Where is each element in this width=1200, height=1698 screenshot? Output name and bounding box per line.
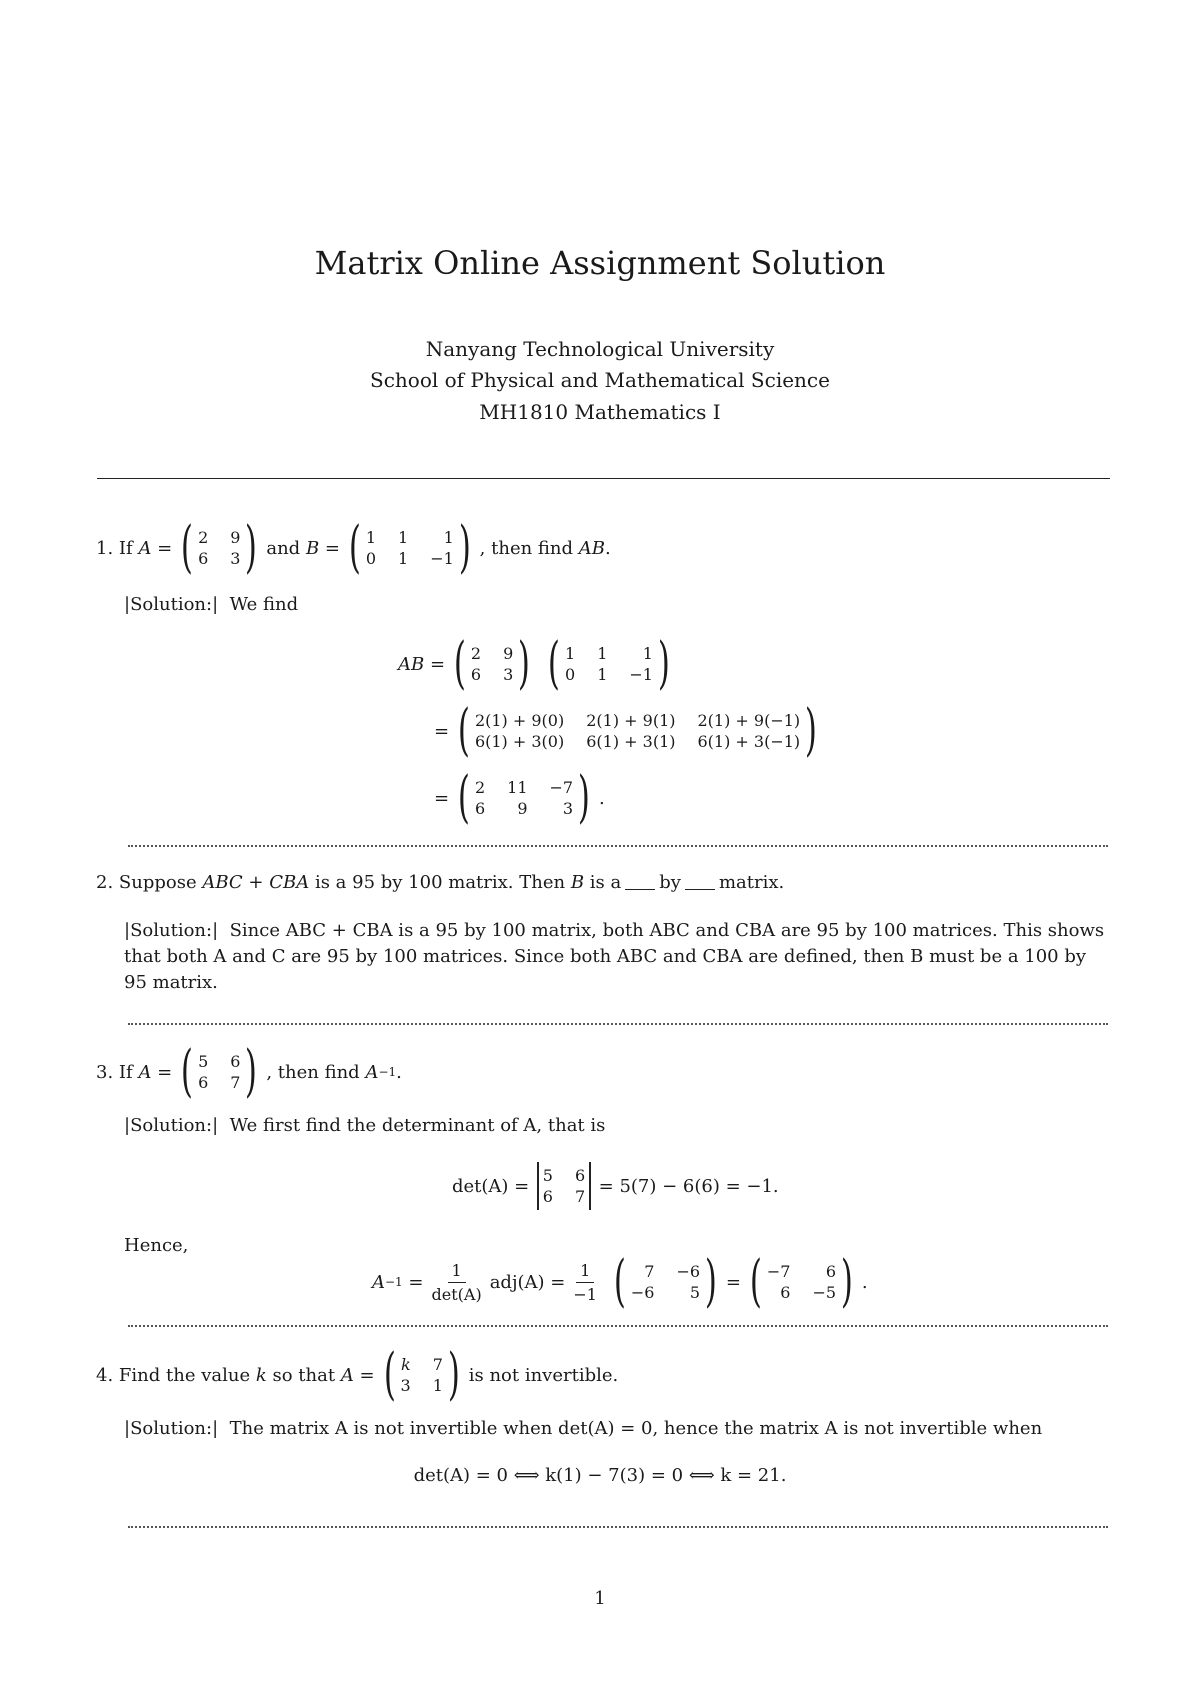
- matrix-cell: −7: [766, 1262, 791, 1281]
- dotted-separator: [128, 1526, 1108, 1528]
- matrix-expanded: ( 2(1) + 9(0) 2(1) + 9(1) 2(1) + 9(−1) 6(1) + 3(0) 6(1) + 3(1) 6(1) + 3(−1) ): [458, 698, 818, 763]
- matrix-cell: 6: [230, 1052, 241, 1071]
- matrix-cell: 1: [398, 528, 409, 547]
- matrix-cell: 6: [198, 549, 209, 568]
- inverse-line: A −1 = $\frac{1}{\det(A)}$ adj(A) = $\frac{1}{-1}$ ( 7 −6 −6 5 ) = ( −7 6 6 −5 ) .: [372, 1249, 868, 1314]
- matrix-cell: 2(1) + 9(−1): [697, 711, 801, 730]
- ab-product-line: AB = ( 2 9 6 3 ) ( 1 1 1 0 1 −1 ): [398, 636, 679, 692]
- matrix-cell: 3: [562, 799, 574, 818]
- ab-expanded-line: = ( 2(1) + 9(0) 2(1) + 9(1) 2(1) + 9(−1) 6(1) + 3(0) 6(1) + 3(1) 6(1) + 3(−1) ): [434, 703, 826, 759]
- matrix-cell: 3: [230, 549, 241, 568]
- matrix-cell: 5: [542, 1166, 553, 1185]
- matrix-cell: 2: [198, 528, 209, 547]
- matrix-a: ( 5 6 6 7 ): [181, 1039, 258, 1104]
- matrix-cell: 11: [507, 778, 528, 797]
- matrix-cell: 7: [644, 1262, 655, 1281]
- matrix-cell: 6: [780, 1283, 791, 1302]
- det-label: det(A) =: [452, 1175, 530, 1197]
- school-name: School of Physical and Mathematical Science: [370, 368, 830, 392]
- matrix-cell: 1: [398, 549, 409, 568]
- matrix-cell: 1: [597, 644, 608, 663]
- determinant-matrix: [533, 1162, 594, 1210]
- matrix-cell: 6: [198, 1073, 209, 1092]
- question-number: 4.: [96, 1364, 114, 1386]
- matrix-cell: 6: [574, 1166, 586, 1185]
- course-name: MH1810 Mathematics I: [479, 400, 721, 424]
- solution-intro-text: We first find the determinant of A, that is: [229, 1115, 606, 1136]
- matrix-cell: 6(1) + 3(−1): [697, 732, 801, 751]
- matrix-a: ( 2 9 6 3 ): [181, 515, 258, 580]
- matrix-cell: 5: [198, 1052, 209, 1071]
- matrix-cell: −6: [630, 1283, 655, 1302]
- if-text: If: [118, 537, 133, 559]
- matrix-cell: 6: [470, 665, 482, 684]
- solution-text: The matrix A is not invertible when det(A) = 0, hence the matrix A is not invertible when: [229, 1418, 1043, 1439]
- question-number: 3.: [96, 1061, 114, 1083]
- matrix-cell: 6(1) + 3(1): [586, 732, 676, 751]
- university-name: Nanyang Technological University: [425, 337, 775, 361]
- matrix-cell: −1: [430, 549, 454, 568]
- determinant-line: [452, 1162, 779, 1210]
- then-text: , then find: [479, 537, 574, 559]
- matrix-cell: 1: [432, 1376, 443, 1395]
- matrix-cell: 2: [470, 644, 482, 663]
- ab-result-line: = ( 2 11 −7 6 9 3 ) .: [434, 765, 605, 830]
- matrix-cell: 2(1) + 9(1): [586, 711, 676, 730]
- solution-intro-text: We find: [229, 594, 299, 615]
- dotted-separator: [128, 1325, 1108, 1327]
- matrix-cell: 3: [400, 1376, 411, 1395]
- matrix-cell: 6: [474, 799, 486, 818]
- matrix-a-repeat: ( 2 9 6 3 ): [453, 631, 531, 696]
- matrix-b-repeat: ( 1 1 1 0 1 −1 ): [548, 631, 670, 696]
- answer-blank-rows: [625, 875, 655, 890]
- matrix-cell: 2(1) + 9(0): [474, 711, 565, 730]
- matrix-cell: −6: [676, 1262, 701, 1281]
- q2-text-b: is a 95 by 100 matrix. Then: [314, 872, 566, 893]
- q2-text-a: Suppose: [118, 872, 197, 893]
- solution-1-intro: [124, 594, 298, 615]
- solution-label: |Solution:|: [124, 920, 219, 941]
- q4-text-c: is not invertible.: [468, 1364, 619, 1386]
- q4-text-a: Find the value: [118, 1364, 251, 1386]
- matrix-cell: −1: [629, 665, 653, 684]
- solution-label: |Solution:|: [124, 1418, 219, 1439]
- matrix-cell: 6(1) + 3(0): [474, 732, 565, 751]
- matrix-cell: k: [400, 1355, 411, 1374]
- page-number: 1: [594, 1588, 606, 1609]
- matrix-cell: 9: [230, 528, 241, 547]
- dotted-separator: [128, 1023, 1108, 1025]
- matrix-cell: 7: [432, 1355, 443, 1374]
- q2-text-e: matrix.: [718, 872, 785, 893]
- solution-2: [124, 918, 1114, 996]
- answer-blank-cols: [685, 875, 715, 890]
- question-number: 2.: [96, 872, 114, 893]
- matrix-cell: 7: [230, 1073, 241, 1092]
- matrix-cell: 1: [443, 528, 454, 547]
- matrix-b: ( 1 1 1 0 1 −1 ): [348, 515, 471, 580]
- solution-label: |Solution:|: [124, 594, 219, 615]
- q2-text-d: by: [659, 872, 681, 893]
- matrix-cell: 2: [474, 778, 486, 797]
- matrix-cell: 3: [503, 665, 514, 684]
- matrix-cell: 1: [365, 528, 377, 547]
- solution-label: |Solution:|: [124, 1115, 219, 1136]
- question-2: 2. Suppose ABC + CBA is a 95 by 100 matrix. Then B is a by matrix.: [96, 872, 785, 893]
- question-4: 4. Find the value k so that A = ( k 7 3 1 ) is not invertible.: [96, 1342, 619, 1407]
- matrix-cell: 7: [574, 1187, 586, 1206]
- dotted-separator: [128, 845, 1108, 847]
- matrix-cell: 1: [597, 665, 608, 684]
- q2-text-c: is a: [589, 872, 622, 893]
- adj-label: adj(A) =: [489, 1271, 566, 1293]
- inverse-matrix: ( −7 6 6 −5 ): [749, 1249, 853, 1314]
- solution-3-intro: [124, 1115, 605, 1136]
- document-title: Matrix Online Assignment Solution: [314, 244, 886, 282]
- and-text: and: [266, 537, 301, 559]
- question-1: 1. If A = ( 2 9 6 3 ) and B = ( 1 1 1 0 1 −1 ) , then find AB .: [96, 515, 611, 580]
- fraction-one-over-det: $\frac{1}{\det(A)}$: [431, 1260, 482, 1304]
- matrix-cell: 1: [642, 644, 653, 663]
- matrix-cell: 1: [565, 644, 576, 663]
- matrix-cell: 6: [542, 1187, 553, 1206]
- if-text: If: [118, 1061, 133, 1083]
- matrix-cell: −7: [549, 778, 574, 797]
- matrix-cell: 5: [689, 1283, 701, 1302]
- det-evaluation: = 5(7) − 6(6) = −1.: [598, 1175, 779, 1197]
- adjugate-matrix: ( 7 −6 −6 5 ): [613, 1249, 717, 1314]
- question-number: 1.: [96, 537, 114, 559]
- q4-text-b: so that: [272, 1364, 336, 1386]
- matrix-cell: 9: [517, 799, 528, 818]
- matrix-cell: 0: [565, 665, 576, 684]
- fraction-one-over-minus-one: $\frac{1}{-1}$: [573, 1260, 597, 1304]
- matrix-cell: 6: [825, 1262, 837, 1281]
- matrix-cell: 0: [365, 549, 377, 568]
- header-divider: [97, 478, 1110, 479]
- hence-text: Hence,: [124, 1235, 189, 1256]
- question-3: 3. If A = ( 5 6 6 7 ) , then find A −1 .: [96, 1039, 402, 1104]
- then-text: , then find: [266, 1061, 360, 1083]
- invertibility-equation: det(A) = 0 ⟺ k(1) − 7(3) = 0 ⟺ k = 21.: [413, 1465, 787, 1486]
- matrix-a: ( k 7 3 1 ): [383, 1342, 460, 1407]
- solution-text: Since ABC + CBA is a 95 by 100 matrix, both ABC and CBA are 95 by 100 matrices. This shows that both A and C are 95 by 100 matrices. Since both ABC and CBA are defined, then B must be a 100 by 95 matrix.: [124, 920, 1105, 993]
- matrix-result: ( 2 11 −7 6 9 3 ): [458, 765, 591, 830]
- matrix-cell: 9: [503, 644, 514, 663]
- solution-4: [124, 1418, 1042, 1439]
- matrix-cell: −5: [812, 1283, 837, 1302]
